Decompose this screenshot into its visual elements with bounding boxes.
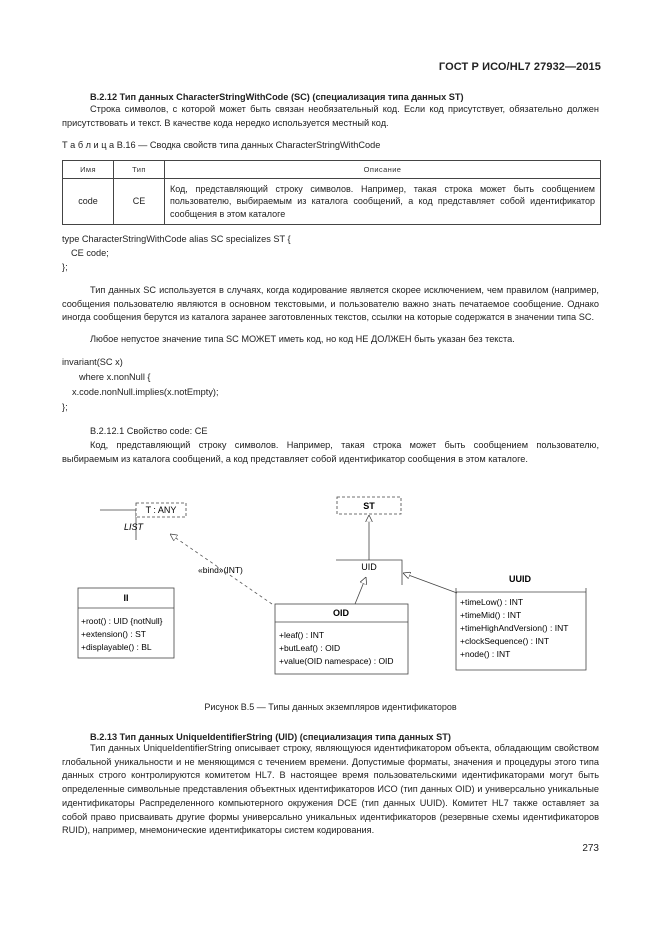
uuid-attribute: +timeHighAndVersion() : INT — [460, 623, 569, 633]
table-header-name: Имя — [63, 161, 114, 179]
ii-class-name: II — [123, 593, 129, 603]
ii-attribute: +displayable() : BL — [81, 642, 152, 652]
code-line: }; — [62, 402, 68, 412]
uuid-attribute: +timeLow() : INT — [460, 597, 524, 607]
code-line: where x.nonNull { — [79, 372, 151, 382]
list-class-name: LIST — [124, 522, 144, 532]
ii-attribute: +root() : UID {notNull} — [81, 616, 163, 626]
paragraph-sc-usage: Тип данных SC используется в случаях, когда кодирование является скорее исключением, чем правилом (например, сообщения пользователю являются в основном текстовыми, и пользователю важно знать печатаемое сообщение. Однако иногда сообщения берутся из каталога заранее заготовленных текстов, ссылки на которые содержатся в значении типа SC. — [62, 285, 599, 323]
section-b213-heading: B.2.13 Тип данных UniqueIdentifierString (UID) (специализация типа данных ST) — [90, 732, 451, 742]
uml-uid-class — [336, 560, 402, 585]
code-line: type CharacterStringWithCode alias SC specializes ST { — [62, 234, 291, 244]
oid-attribute: +leaf() : INT — [279, 630, 325, 640]
uml-ii-class — [78, 588, 174, 658]
page-number: 273 — [582, 843, 599, 854]
oid-attribute: +butLeaf() : OID — [279, 643, 341, 653]
document-header: ГОСТ Р ИСО/HL7 27932—2015 — [438, 61, 601, 73]
uuid-attribute: +clockSequence() : INT — [460, 636, 550, 646]
uuid-class-name: UUID — [509, 574, 531, 584]
section-b213-paragraph: Тип данных UniqueIdentifierString описывает строку, являющуюся идентификатором объекта, обладающим свойством глобальной уникальности и не меняющимся с течением времени. Допустимые форматы, значения и процедуры этого типа данных строго контролируются комитетом HL7. В настоящее время пользовательскими идентификаторами могут быть определенные символьные представления объектных идентификаторов ИСО (тип данных OID) и универсально уникальные идентификаторы Распределенного компьютерного окружения DCE (тип данных UUID). Комитет HL7 также оставляет за собой право присваивать другие формы универсально уникальных идентификаторов (резервные схемы идентификаторов RUID), например, мнемонические идентификаторы систем кодирования. — [62, 743, 599, 836]
table-cell-type: CE — [114, 179, 165, 225]
code-line: }; — [62, 262, 68, 272]
uml-st-class — [337, 497, 401, 514]
uuid-attribute: +timeMid() : INT — [460, 610, 522, 620]
uml-oid-class — [275, 604, 408, 674]
table-cell-name: code — [63, 179, 114, 225]
table-header-type: Тип — [114, 161, 165, 179]
uuid-generalization-arrow — [403, 573, 457, 593]
template-param-label: T : ANY — [145, 505, 177, 515]
table-cell-description: Код, представляющий строку символов. Например, такая строка может быть сообщением пользователю, выбираемым из каталога сообщений, а код представляет собой идентификатор сообщения в этом каталоге — [165, 179, 601, 225]
subsection-b2121-paragraph: Код, представляющий строку символов. Например, такая строка может быть сообщением пользователю, выбираемым из каталога сообщений, а код представляет собой идентификатор сообщения в этом каталоге. — [62, 440, 599, 464]
oid-class-name: OID — [332, 608, 350, 618]
paragraph-sc-code-rule: Любое непустое значение типа SC МОЖЕТ иметь код, но код НЕ ДОЛЖЕН быть указан без текста. — [90, 334, 515, 344]
ii-attribute: +extension() : ST — [81, 629, 146, 639]
uid-class-name: UID — [361, 562, 377, 572]
uml-uuid-class — [456, 574, 586, 670]
subsection-b2121-heading: B.2.12.1 Свойство code: CE — [90, 426, 208, 436]
oid-generalization-arrow — [355, 577, 366, 604]
st-class-name: ST — [363, 501, 375, 511]
table-caption: Т а б л и ц а B.16 — Сводка свойств типа данных CharacterStringWithCode — [62, 140, 381, 150]
bind-label: «bind»(INT) — [198, 565, 243, 575]
uml-list-class — [100, 503, 186, 540]
code-line: invariant(SC x) — [62, 357, 123, 367]
table-header-description: Описание — [165, 161, 601, 179]
figure-caption: Рисунок B.5 — Типы данных экземпляров идентификаторов — [204, 702, 457, 712]
uuid-attribute: +node() : INT — [460, 649, 511, 659]
code-line: x.code.nonNull.implies(x.notEmpty); — [72, 387, 219, 397]
oid-attribute: +value(OID namespace) : OID — [279, 656, 394, 666]
section-b212-heading: B.2.12 Тип данных CharacterStringWithCode (SC) (специализация типа данных ST) — [90, 92, 464, 102]
section-b212-paragraph: Строка символов, с которой может быть связан необязательный код. Если код присутствует, обязательно должен присутствовать и текст. В качестве кода нередко используется местный код. — [62, 104, 599, 128]
code-line: CE code; — [71, 248, 109, 258]
